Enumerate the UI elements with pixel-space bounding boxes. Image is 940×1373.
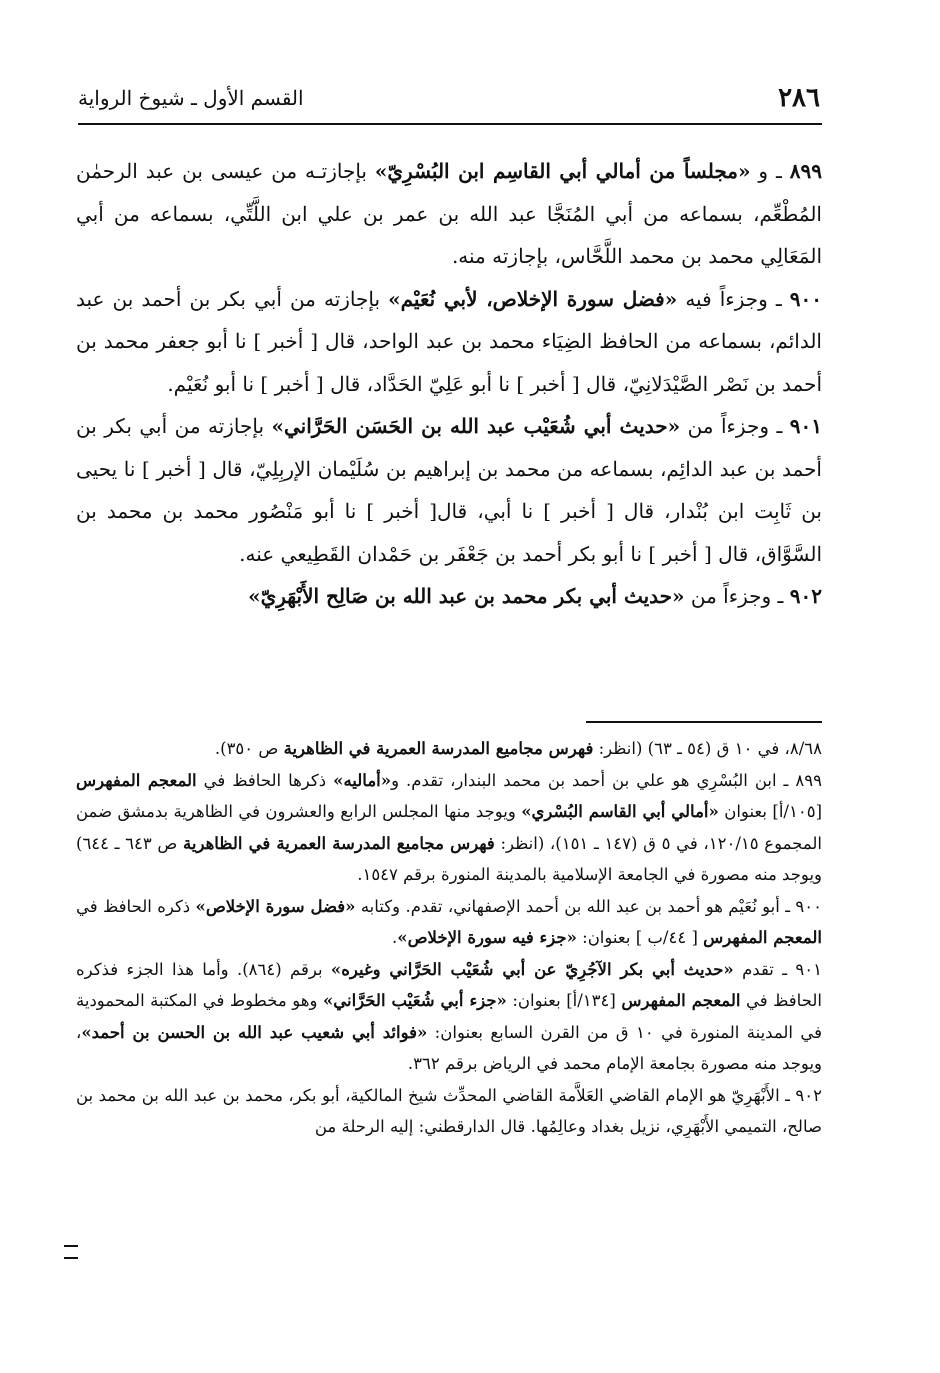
footnote-text: [ ٤٤/ب ] بعنوان: xyxy=(576,928,704,947)
footnote-ref: «فوائد أبي شعيب عبد الله بن الحسن بن أحمد» xyxy=(81,1022,428,1042)
footnote-separator xyxy=(586,721,822,723)
footnote-ref: «جزء فيه سورة الإخلاص» xyxy=(397,928,577,947)
entry-902 xyxy=(76,575,822,618)
footnote-text: ذكره الحافظ في xyxy=(76,896,196,916)
footnote-text: ويوجد منها المجلس الرابع والعشرون في الظاهرية بدمشق ضمن المجموع ١٢٠/١٥، في ٥ ق (١٤٧ ـ ١٥١)، (انظر: xyxy=(76,802,822,853)
footnote-text: وهو مخطوط في المكتبة المحمودية في المدينة المنورة في ١٠ ق من القرن السابع بعنوان: xyxy=(76,991,822,1042)
entry-intro: ـ وجزءاً فيه xyxy=(677,286,790,311)
footnote-text: ذكرها الحافظ في xyxy=(196,770,334,790)
entry-intro: ـ و xyxy=(750,159,790,183)
entry-number: ٩٠١ xyxy=(789,414,822,438)
entry-intro: ـ وجزءاً من xyxy=(680,414,790,438)
footnote-text: ٩٠٢ ـ الأَبْهَرِيّ هو الإمام القاضي العَلاَّمة القاضي المحدِّث شيخ المالكية، أبو بكر، محمد بن عبد الله بن محمد بن صالح، التميمي الأَبْهَرِي، نزيل بغداد وعالِمُها. قال الدارقطني: إليه الرحلة من xyxy=(76,1085,822,1136)
footnote-901 xyxy=(76,954,822,1080)
footnote-ref: المعجم المفهرس xyxy=(621,991,741,1010)
entry-body: بإجازتـه من عيسى بن عبد الرحمٰن المُطْعِّم، بسماعه من أبي المُنَجَّا عبد الله بن عمر بن علي ابن اللَّتِّي، بسماعه من أبي المَعَالِي محمد بن محمد اللَّحَّاس، بإجازته منه. xyxy=(76,159,822,268)
continuation-mark xyxy=(64,1245,78,1259)
footnote-ref: «جزء أبي شُعَيْب الحَرَّاني» xyxy=(322,991,507,1010)
footnote-text: [١٠٥/أ] بعنوان xyxy=(718,802,823,821)
footnote-text: . xyxy=(392,928,398,947)
footnote-text: ٨٩٩ ـ ابن البُسْرِي هو علي بن أحمد بن محمد البندار، تقدم. و xyxy=(391,770,822,790)
footnote-text: ص ٦٤٣ ـ ٦٤٤) ويوجد منه مصورة في الجامعة الإسلامية بالمدينة المنورة برقم ١٥٤٧. xyxy=(76,833,822,884)
entry-body: بإجازته من أبي بكر بن أحمد بن عبد الدائِم، بسماعه من محمد بن إبراهيم بن سُلَيْمان الإربِلِيّ، قال [ أخبر ] نا يحيى بن ثَابِت ابن بُنْدار، قال [ أخبر ] نا أبي، قال[ أخبر ] نا أبو مَنْصُور محمد بن محمد بن السَّوَّاق، قال [ أخبر ] نا أبو بكر أحمد بن جَعْفَر بن حَمْدان القَطِيعي عنه. xyxy=(76,414,822,566)
running-title: القسم الأول ـ شيوخ الرواية xyxy=(78,86,304,110)
footnote-text: ص ٣٥٠). xyxy=(214,739,284,758)
entry-899 xyxy=(76,150,822,278)
footnote-text: ٩٠١ ـ تقدم xyxy=(733,959,822,979)
header-rule xyxy=(78,123,822,125)
footnote-ref: «فضل سورة الإخلاص» xyxy=(195,896,356,916)
entry-title: «فضل سورة الإخلاص، لأبي نُعَيْم» xyxy=(388,286,678,311)
footnote-899 xyxy=(76,765,822,891)
footnote-text: ، ويوجد منه مصورة بجامعة الإمام محمد في الرياض برقم ٣٦٢. xyxy=(76,1022,822,1073)
entry-number: ٨٩٩ xyxy=(789,159,822,183)
footnote-text: برقم (٨٦٤). وأما هذا الجزء فذكره الحافظ في xyxy=(76,959,822,1010)
entry-number: ٩٠٢ xyxy=(789,584,822,608)
footnote-text: ٩٠٠ ـ أبو نُعَيْم هو أحمد بن عبد الله بن أحمد الإصفهاني، تقدم. وكتابه xyxy=(355,896,822,916)
entry-title: «مجلساً من أمالي أبي القاسِم ابن البُسْرِيّ» xyxy=(374,159,751,183)
footnotes xyxy=(76,733,822,1143)
footnote-ref: فهرس مجاميع المدرسة العمرية في الظاهرية xyxy=(183,833,495,853)
entry-number: ٩٠٠ xyxy=(789,286,822,311)
footnote-ref: المعجم المفهرس xyxy=(703,928,822,947)
footnote-ref: فهرس مجاميع المدرسة العمرية في الظاهرية xyxy=(283,739,594,758)
footnote-text: [١٣٤/أ] بعنوان: xyxy=(506,991,622,1010)
footnote-900 xyxy=(76,891,822,954)
footnote-902 xyxy=(76,1080,822,1143)
footnote-prev xyxy=(76,733,822,765)
page-header xyxy=(78,78,820,118)
footnote-ref: «حديث أبي بكر الآجُرِيّ عن أبي شُعَيْب الحَرَّاني وغيره» xyxy=(330,959,734,979)
footnote-ref: «أماليه» xyxy=(333,770,392,790)
entry-901 xyxy=(76,405,822,575)
footnote-text: ٨/٦٨، في ١٠ ق (٥٤ ـ ٦٣) (انظر: xyxy=(593,739,822,758)
entry-intro: ـ وجزءاً من xyxy=(684,584,790,608)
entry-title: «حديث أبي بكر محمد بن عبد الله بن صَالِح الأَبْهَرِيّ» xyxy=(248,584,685,608)
main-text xyxy=(76,150,822,618)
entry-body: بإجازته من أبي بكر بن أحمد بن عبد الدائم، بسماعه من الحافظ الضِيَاء محمد بن عبد الواحد، قال [ أخبر ] نا أبو جعفر محمد بن أحمد بن نَصْر الصَّيْدَلانِيّ، قال [ أخبر ] نا أبو عَلِيّ الحَدَّاد، قال [ أخبر ] نا أبو نُعَيْم. xyxy=(76,286,822,396)
entry-900 xyxy=(76,278,822,406)
footnote-ref: المعجم المفهرس xyxy=(76,770,197,790)
footnote-ref: «أمالي أبي القاسم البُسْري» xyxy=(521,802,719,821)
page-number: ٢٨٦ xyxy=(778,83,820,113)
entry-title: «حديث أبي شُعَيْب عبد الله بن الحَسَن الحَرَّاني» xyxy=(271,414,681,438)
